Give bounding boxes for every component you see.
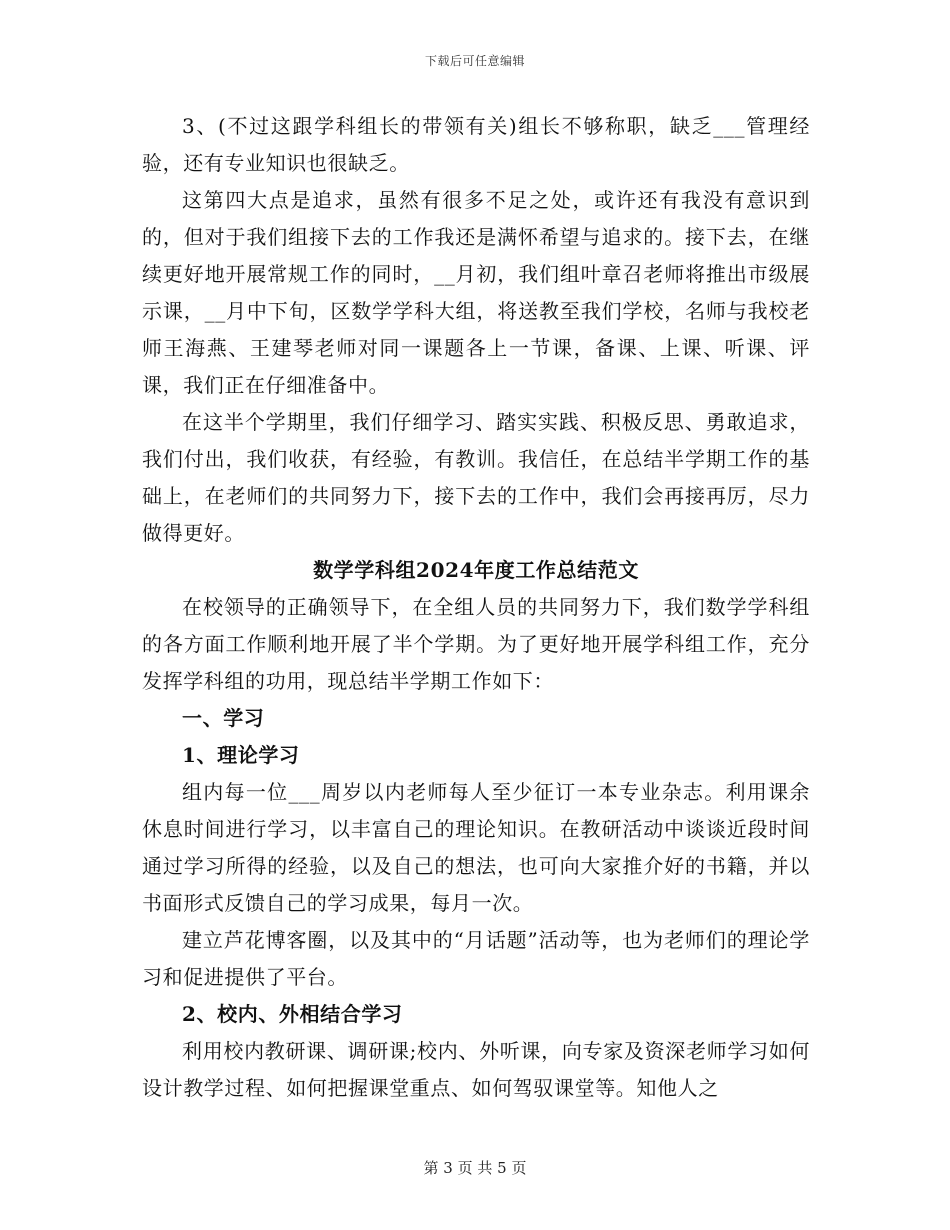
subsection-heading: 2、校内、外相结合学习 bbox=[182, 1002, 403, 1026]
paragraph: 在校领导的正确领导下，在全组人员的共同努力下，我们数学学科组的各方面工作顺利地开展了半个学期。为了更好地开展学科组工作，充分发挥学科组的功用，现总结半学期工作如下： bbox=[142, 595, 810, 693]
paragraph: 建立芦花博客圈，以及其中的“月话题”活动等，也为老师们的理论学习和促进提供了平台。 bbox=[142, 928, 810, 989]
subsection-heading: 1、理论学习 bbox=[182, 743, 300, 767]
paragraph: 组内每一位___周岁以内老师每人至少征订一本专业杂志。利用课余休息时间进行学习，以丰富自己的理论知识。在教研活动中谈谈近段时间通过学习所得的经验，以及自己的想法，也可向大家推介好的书籍，并以书面形式反馈自己的学习成果，每月一次。 bbox=[142, 780, 810, 915]
section-heading: 一、学习 bbox=[182, 706, 265, 730]
paragraph: 在这半个学期里，我们仔细学习、踏实实践、积极反思、勇敢追求，我们付出，我们收获，有经验，有教训。我信任，在总结半学期工作的基础上，在老师们的共同努力下，接下去的工作中，我们会再接再厉，尽力做得更好。 bbox=[142, 410, 810, 545]
paragraph: 3、(不过这跟学科组长的带领有关)组长不够称职，缺乏___管理经验，还有专业知识也很缺乏。 bbox=[142, 114, 810, 175]
page-header: 下载后可任意编辑 bbox=[424, 54, 525, 68]
paragraph: 利用校内教研课、调研课;校内、外听课，向专家及资深老师学习如何设计教学过程、如何把握课堂重点、如何驾驭课堂等。知他人之 bbox=[142, 1039, 810, 1100]
document-body bbox=[142, 108, 810, 1107]
paragraph: 这第四大点是追求，虽然有很多不足之处，或许还有我没有意识到的，但对于我们组接下去的工作我还是满怀希望与追求的。接下去，在继续更好地开展常规工作的同时，__月初，我们组叶章召老师将推出市级展示课，__月中下旬，区数学学科大组，将送教至我们学校，名师与我校老师王海燕、王建琴老师对同一课题各上一节课，备课、上课、听课、评课，我们正在仔细准备中。 bbox=[142, 188, 810, 397]
page-footer: 第 3 页 共 5 页 bbox=[423, 1159, 527, 1177]
section-title: 数学学科组2024年度工作总结范文 bbox=[313, 558, 639, 582]
